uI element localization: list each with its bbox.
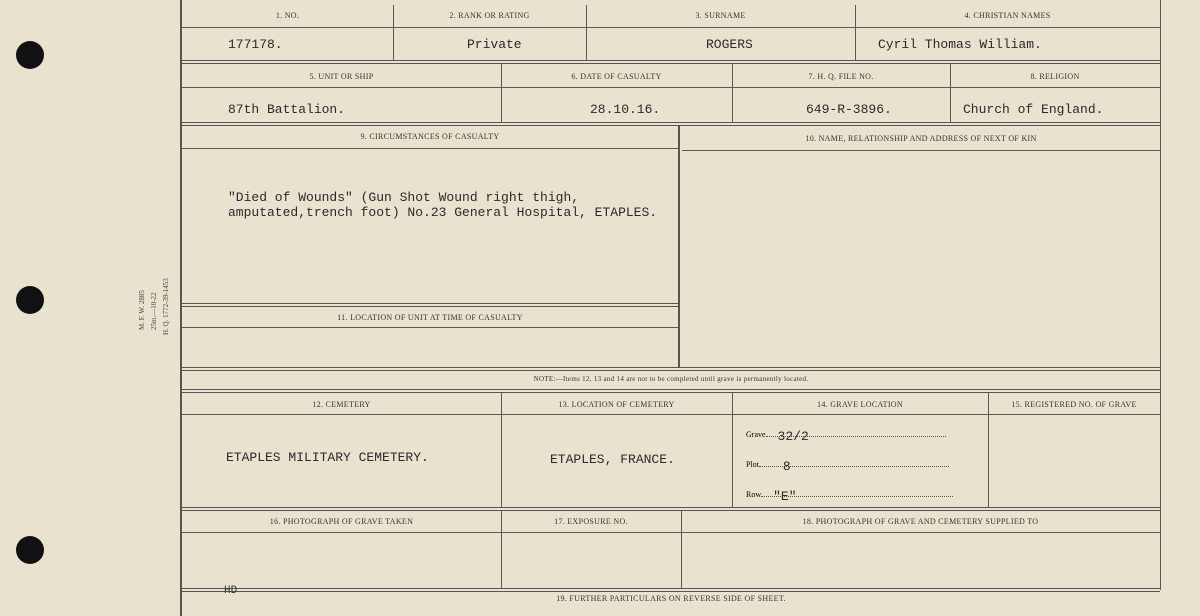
divider [732, 392, 733, 508]
plot-field: Plot 8 [746, 460, 949, 469]
label-rank: 2. RANK OR RATING [449, 11, 530, 20]
label-cemetery-location: 13. LOCATION OF CEMETERY [558, 400, 675, 409]
divider [182, 148, 678, 149]
divider [182, 507, 1160, 511]
label-registered-no: 15. REGISTERED NO. OF GRAVE [1011, 400, 1137, 409]
divider [182, 588, 1160, 592]
divider [182, 303, 678, 307]
label-religion: 8. RELIGION [1030, 72, 1080, 81]
divider [393, 5, 394, 60]
label-unit: 5. UNIT OR SHIP [309, 72, 374, 81]
binder-hole [16, 286, 44, 314]
divider [501, 392, 502, 508]
service-number: 177178. [228, 37, 283, 52]
cemetery: ETAPLES MILITARY CEMETERY. [226, 450, 429, 465]
print-code: 25m.—10-22 [150, 292, 158, 330]
surname: ROGERS [706, 37, 753, 52]
divider [182, 367, 1160, 371]
divider [182, 414, 1160, 415]
footer-note: 19. FURTHER PARTICULARS ON REVERSE SIDE OF SHEET. [556, 594, 786, 603]
circumstances-line: "Died of Wounds" (Gun Shot Wound right thigh, [228, 190, 580, 205]
rank: Private [467, 37, 522, 52]
label-next-of-kin: 10. NAME, RELATIONSHIP AND ADDRESS OF NEXT OF KIN [805, 134, 1037, 143]
label-date: 6. DATE OF CASUALTY [571, 72, 662, 81]
label-location-unit: 11. LOCATION OF UNIT AT TIME OF CASUALTY [337, 313, 523, 322]
row-field: Row "E" [746, 490, 953, 499]
circumstances-line: amputated,trench foot) No.23 General Hospital, ETAPLES. [228, 205, 658, 220]
divider [182, 87, 1160, 88]
divider [586, 5, 587, 60]
label-no: 1. NO. [275, 11, 300, 20]
file-number: 649-R-3896. [806, 102, 892, 117]
label-circumstances: 9. CIRCUMSTANCES OF CASUALTY [360, 132, 500, 141]
divider [950, 64, 951, 122]
label-christian-names: 4. CHRISTIAN NAMES [964, 11, 1051, 20]
label-exposure: 17. EXPOSURE NO. [554, 517, 628, 526]
label-surname: 3. SURNAME [695, 11, 746, 20]
divider [988, 392, 989, 508]
divider [732, 64, 733, 122]
print-code: H. Q. 1772-39-1453 [162, 278, 170, 335]
religion: Church of England. [963, 102, 1104, 117]
divider [182, 27, 1160, 28]
divider [182, 389, 1160, 393]
grave-field: Grave 32/2 [746, 430, 946, 439]
divider [855, 5, 856, 60]
label-photo-supplied: 18. PHOTOGRAPH OF GRAVE AND CEMETERY SUPPLIED TO [802, 517, 1039, 526]
divider [678, 125, 680, 367]
label-cemetery: 12. CEMETERY [312, 400, 371, 409]
divider [501, 510, 502, 588]
divider [681, 510, 682, 588]
label-grave-location: 14. GRAVE LOCATION [817, 400, 903, 409]
casualty-date: 28.10.16. [590, 102, 661, 117]
divider [182, 327, 678, 328]
divider [182, 122, 1160, 126]
note: NOTE:—Items 12, 13 and 14 are not to be completed until grave is permanently located. [533, 375, 809, 383]
label-file: 7. H. Q. FILE NO. [808, 72, 874, 81]
initials: HD [224, 585, 238, 597]
binder-hole [16, 536, 44, 564]
label-photo-taken: 16. PHOTOGRAPH OF GRAVE TAKEN [269, 517, 414, 526]
divider [682, 150, 1160, 151]
frame-right [1160, 0, 1161, 590]
divider [182, 532, 1160, 533]
divider [182, 60, 1160, 64]
divider [501, 64, 502, 122]
binder-hole [16, 41, 44, 69]
christian-names: Cyril Thomas William. [878, 37, 1042, 52]
cemetery-location: ETAPLES, FRANCE. [550, 452, 675, 467]
print-code: M. F. W. 2885 [138, 290, 146, 330]
unit: 87th Battalion. [228, 102, 346, 117]
